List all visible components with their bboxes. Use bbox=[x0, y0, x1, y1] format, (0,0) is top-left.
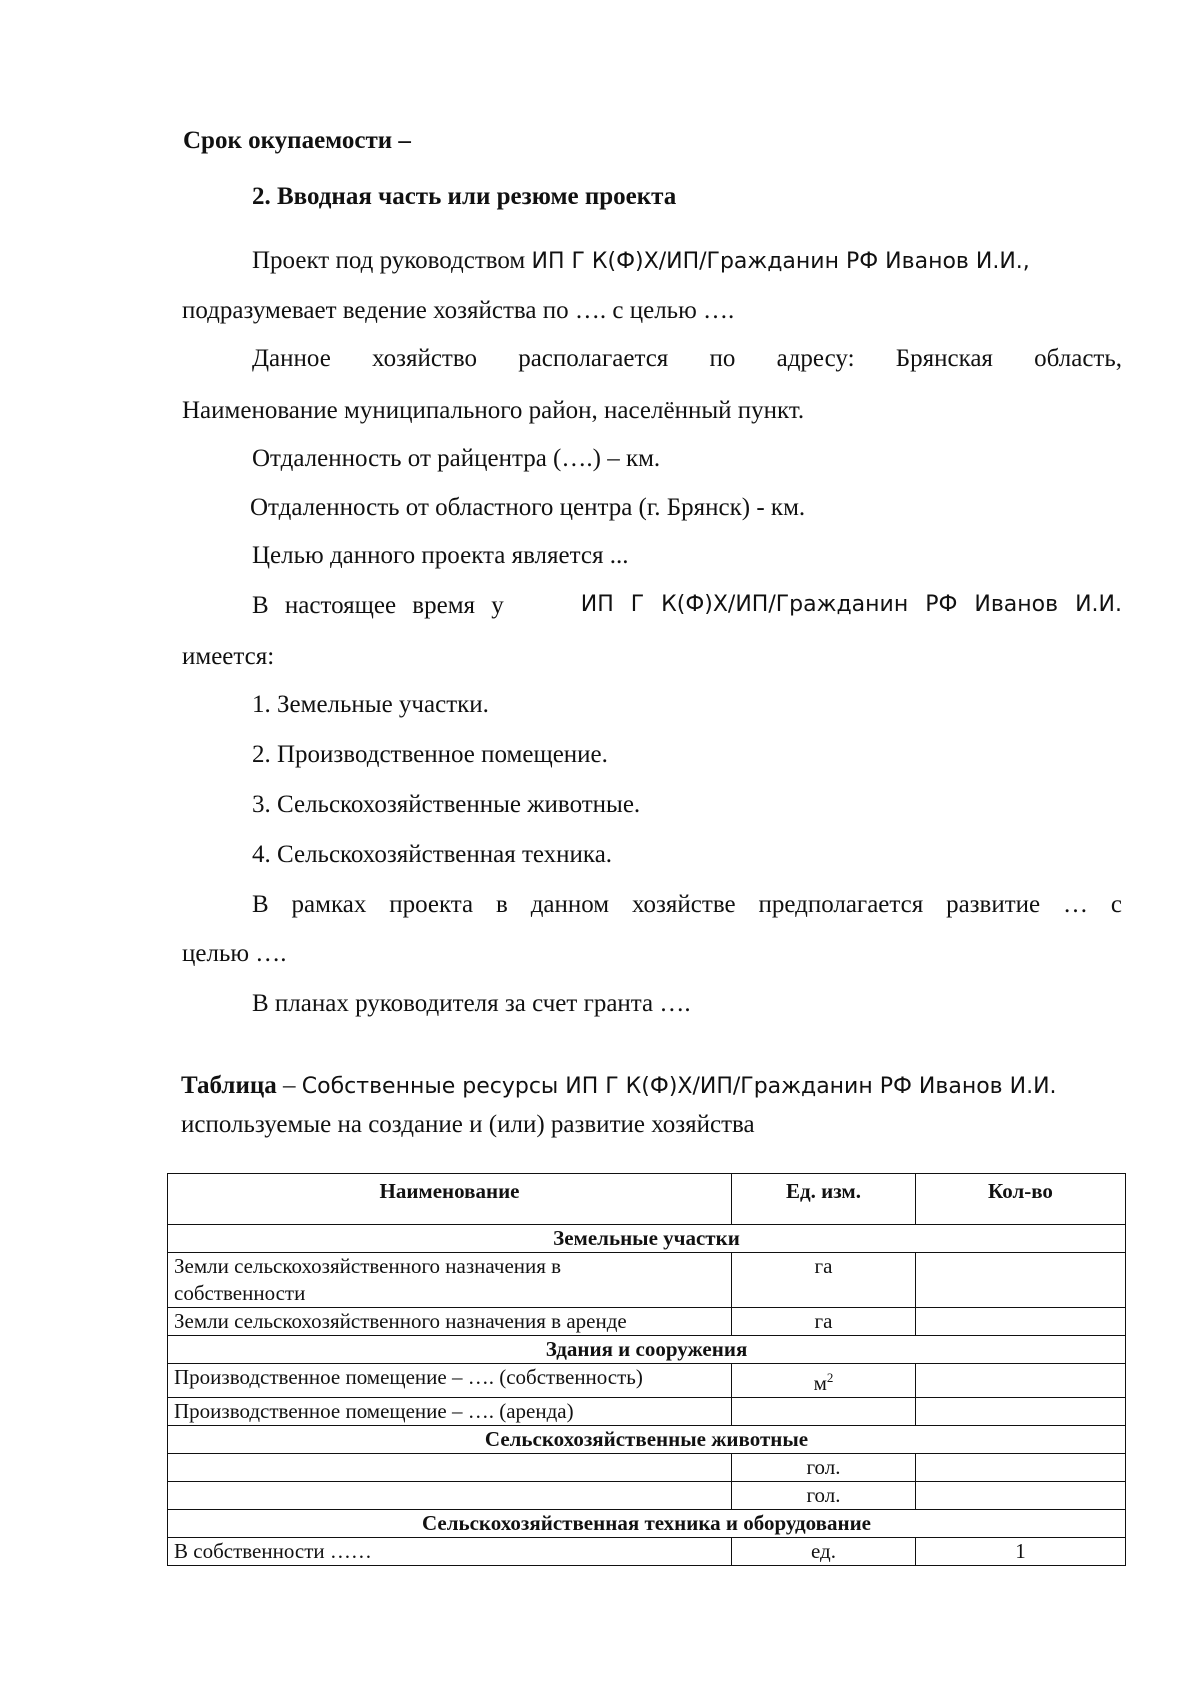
table-caption-text: Собственные ресурсы ИП Г К(Ф)Х/ИП/Гражданин РФ Иванов И.И. bbox=[301, 1074, 1057, 1099]
cell-text: Земли сельскохозяйственного назначения в bbox=[174, 1254, 562, 1278]
table-section-row bbox=[168, 1336, 1126, 1364]
cell-unit bbox=[732, 1364, 916, 1398]
paragraph-address-line1: Данное хозяйство располагается по адресу: Брянская область, bbox=[252, 345, 1122, 372]
table-section-row bbox=[168, 1225, 1126, 1253]
list-item: 4. Сельскохозяйственная техника. bbox=[252, 841, 613, 868]
list-item: 2. Производственное помещение. bbox=[252, 741, 608, 768]
unit-superscript: 2 bbox=[826, 1370, 834, 1385]
cell-qty bbox=[916, 1364, 1126, 1398]
cell-unit: га bbox=[732, 1253, 916, 1308]
cell-qty bbox=[916, 1482, 1126, 1510]
cell-unit bbox=[732, 1398, 916, 1426]
cell-unit: ед. bbox=[732, 1538, 916, 1566]
table-section-row bbox=[168, 1510, 1126, 1538]
section-buildings: Здания и сооружения bbox=[168, 1336, 1126, 1364]
cell-text: собственности bbox=[174, 1281, 306, 1305]
table-row bbox=[168, 1308, 1126, 1336]
paragraph-project-line1 bbox=[252, 247, 1030, 275]
table-caption-dash: – bbox=[276, 1072, 302, 1099]
header-unit: Ед. изм. bbox=[732, 1174, 916, 1225]
cell-qty bbox=[916, 1308, 1126, 1336]
cell-name bbox=[168, 1482, 732, 1510]
applicant-name: ИП Г К(Ф)Х/ИП/Гражданин РФ Иванов И.И. bbox=[580, 592, 1122, 617]
cell-name: Производственное помещение – …. (аренда) bbox=[168, 1398, 732, 1426]
paragraph-assets-line1 bbox=[252, 592, 1122, 620]
cell-name: Производственное помещение – …. (собственность) bbox=[168, 1364, 732, 1398]
section-animals: Сельскохозяйственные животные bbox=[168, 1426, 1126, 1454]
cell-qty bbox=[916, 1454, 1126, 1482]
section-land: Земельные участки bbox=[168, 1225, 1126, 1253]
cell-unit: гол. bbox=[732, 1454, 916, 1482]
cell-qty bbox=[916, 1253, 1126, 1308]
table-caption-line1 bbox=[181, 1072, 1057, 1100]
distance-district: Отдаленность от райцентра (….) – км. bbox=[252, 445, 661, 472]
table-caption-line2: используемые на создание и (или) развитие хозяйства bbox=[181, 1111, 755, 1138]
header-qty: Кол-во bbox=[916, 1174, 1126, 1225]
cell-name bbox=[168, 1253, 732, 1308]
cell-unit: га bbox=[732, 1308, 916, 1336]
paragraph-address-line2: Наименование муниципального район, населённый пункт. bbox=[182, 397, 805, 424]
paragraph-development-line2: целью …. bbox=[182, 940, 287, 967]
list-item: 3. Сельскохозяйственные животные. bbox=[252, 791, 641, 818]
section-title: 2. Вводная часть или резюме проекта bbox=[252, 183, 677, 210]
paragraph-text: В настоящее время у bbox=[252, 592, 504, 619]
payback-heading: Срок окупаемости – bbox=[183, 127, 411, 154]
cell-name: В собственности …… bbox=[168, 1538, 732, 1566]
distance-region: Отдаленность от областного центра (г. Брянск) - км. bbox=[250, 494, 806, 521]
table-caption-label: Таблица bbox=[181, 1072, 277, 1099]
table-row bbox=[168, 1398, 1126, 1426]
table-row bbox=[168, 1538, 1126, 1566]
project-goal: Целью данного проекта является ... bbox=[252, 542, 629, 569]
paragraph-text: Проект под руководством bbox=[252, 247, 526, 274]
cell-name: Земли сельскохозяйственного назначения в аренде bbox=[168, 1308, 732, 1336]
table-header-row bbox=[168, 1174, 1126, 1225]
paragraph-development-line1: В рамках проекта в данном хозяйстве предполагается развитие … с bbox=[252, 891, 1122, 918]
table-section-row bbox=[168, 1426, 1126, 1454]
table-row bbox=[168, 1364, 1126, 1398]
paragraph-assets-line2: имеется: bbox=[182, 643, 275, 670]
section-machinery: Сельскохозяйственная техника и оборудование bbox=[168, 1510, 1126, 1538]
table-row bbox=[168, 1482, 1126, 1510]
grant-plans: В планах руководителя за счет гранта …. bbox=[252, 990, 691, 1017]
paragraph-project-line2: подразумевает ведение хозяйства по …. с целью …. bbox=[182, 297, 735, 324]
applicant-name: ИП Г К(Ф)Х/ИП/Гражданин РФ Иванов И.И., bbox=[531, 249, 1030, 274]
table-row bbox=[168, 1454, 1126, 1482]
cell-unit: гол. bbox=[732, 1482, 916, 1510]
header-name: Наименование bbox=[168, 1174, 732, 1225]
cell-qty bbox=[916, 1398, 1126, 1426]
resources-table bbox=[167, 1173, 1126, 1566]
unit-text: м bbox=[813, 1371, 827, 1395]
list-item: 1. Земельные участки. bbox=[252, 691, 489, 718]
cell-qty: 1 bbox=[916, 1538, 1126, 1566]
table-row bbox=[168, 1253, 1126, 1308]
cell-name bbox=[168, 1454, 732, 1482]
